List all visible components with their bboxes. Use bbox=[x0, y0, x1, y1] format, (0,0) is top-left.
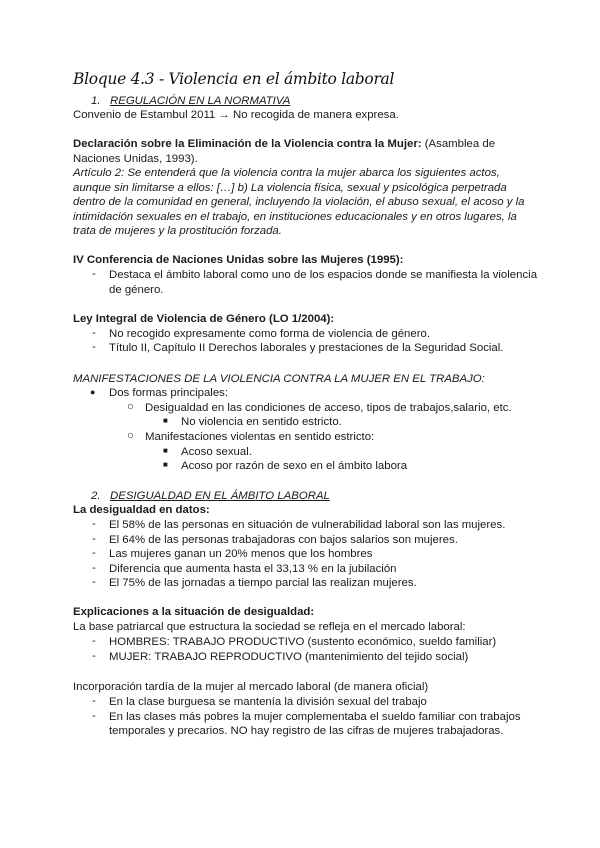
list-item: El 58% de las personas en situación de vulnerabilidad laboral son las mujeres. bbox=[109, 519, 506, 531]
list-item: En la clase burguesa se mantenía la división sexual del trabajo bbox=[109, 696, 427, 708]
list-item: No recogido expresamente como forma de violencia de género. bbox=[109, 328, 431, 340]
incorporacion-line: Incorporación tardía de la mujer al mercado laboral (de manera oficial) bbox=[73, 681, 429, 693]
articulo-line: aunque sin limitarse a ellos: […] b) La violencia física, sexual y psicológica perpetrada bbox=[73, 182, 507, 194]
list-dash: - bbox=[92, 710, 96, 722]
list-item: HOMBRES: TRABAJO PRODUCTIVO (sustento económico, sueldo familiar) bbox=[109, 636, 497, 648]
list-item: El 64% de las personas trabajadoras con bajos salarios son mujeres. bbox=[109, 534, 458, 546]
section-2-number: 2. bbox=[91, 490, 101, 502]
list-dash: - bbox=[92, 533, 96, 545]
declaracion-line bbox=[73, 137, 495, 152]
list-item: Acoso sexual. bbox=[181, 446, 252, 458]
page-title: Bloque 4.3 - Violencia en el ámbito laboral bbox=[73, 70, 395, 88]
list-item: Manifestaciones violentas en sentido estricto: bbox=[145, 431, 375, 443]
explicaciones-heading: Explicaciones a la situación de desigualdad: bbox=[73, 606, 315, 618]
list-item: Título II, Capítulo II Derechos laborales y prestaciones de la Seguridad Social. bbox=[109, 342, 504, 354]
articulo-line: trata de mujeres y la prostitución forzada. bbox=[73, 225, 282, 237]
list-item: Acoso por razón de sexo en el ámbito labora bbox=[181, 460, 408, 472]
declaracion-bold: Declaración sobre la Eliminación de la Violencia contra la Mujer: bbox=[73, 138, 422, 150]
list-dash: - bbox=[92, 547, 96, 559]
declaracion-line-2: Naciones Unidas, 1993). bbox=[73, 153, 198, 165]
datos-heading: La desigualdad en datos: bbox=[73, 504, 210, 516]
list-dash: - bbox=[92, 695, 96, 707]
list-item: El 75% de las jornadas a tiempo parcial las realizan mujeres. bbox=[109, 577, 417, 589]
articulo-line: Artículo 2: Se entenderá que la violencia contra la mujer abarca los siguientes actos, bbox=[73, 167, 500, 179]
bullet-icon: ● bbox=[90, 387, 96, 397]
circle-bullet-icon: ○ bbox=[127, 401, 134, 413]
section-1-number: 1. bbox=[91, 95, 101, 107]
list-item: MUJER: TRABAJO REPRODUCTIVO (mantenimiento del tejido social) bbox=[109, 651, 469, 663]
list-item: Las mujeres ganan un 20% menos que los hombres bbox=[109, 548, 373, 560]
conferencia-item: Destaca el ámbito laboral como uno de los espacios donde se manifiesta la violencia bbox=[109, 269, 538, 281]
list-dash: - bbox=[92, 518, 96, 530]
conferencia-item-cont: de género. bbox=[109, 284, 164, 296]
section-2-heading: DESIGUALDAD EN EL ÁMBITO LABORAL bbox=[110, 490, 330, 502]
square-bullet-icon: ■ bbox=[163, 416, 168, 425]
manifestaciones-heading: MANIFESTACIONES DE LA VIOLENCIA CONTRA LA MUJER EN EL TRABAJO: bbox=[73, 373, 485, 385]
list-dash: - bbox=[92, 576, 96, 588]
list-dash: - bbox=[92, 268, 96, 280]
articulo-line: dentro de la comunidad en general, incluyendo la violación, el abuso sexual, el acoso y la bbox=[73, 196, 525, 208]
square-bullet-icon: ■ bbox=[163, 446, 168, 455]
articulo-line: intimidación sexuales en el trabajo, en instituciones educacionales y en otros lugares, la bbox=[73, 211, 517, 223]
list-dash: - bbox=[92, 562, 96, 574]
list-dash: - bbox=[92, 635, 96, 647]
list-item: En las clases más pobres la mujer complementaba el sueldo familiar con trabajos bbox=[109, 711, 521, 723]
ley-heading: Ley Integral de Violencia de Género (LO 1/2004): bbox=[73, 313, 335, 325]
base-patriarcal: La base patriarcal que estructura la sociedad se refleja en el mercado laboral: bbox=[73, 621, 466, 633]
list-item: Desigualdad en las condiciones de acceso, tipos de trabajos,salario, etc. bbox=[145, 402, 512, 414]
square-bullet-icon: ■ bbox=[163, 460, 168, 469]
list-dash: - bbox=[92, 341, 96, 353]
convenio-line: Convenio de Estambul 2011 → No recogida de manera expresa. bbox=[73, 109, 399, 121]
list-dash: - bbox=[92, 650, 96, 662]
list-item-cont: temporales y precarios. NO hay registro de las cifras de mujeres trabajadoras. bbox=[109, 725, 504, 737]
section-1-heading: REGULACIÓN EN LA NORMATIVA bbox=[110, 95, 291, 107]
list-dash: - bbox=[92, 327, 96, 339]
list-item: No violencia en sentido estricto. bbox=[181, 416, 342, 428]
conferencia-heading: IV Conferencia de Naciones Unidas sobre las Mujeres (1995): bbox=[73, 254, 404, 266]
declaracion-rest: (Asamblea de bbox=[421, 138, 496, 150]
list-item: Diferencia que aumenta hasta el 33,13 % en la jubilación bbox=[109, 563, 397, 575]
list-item: Dos formas principales: bbox=[109, 387, 229, 399]
circle-bullet-icon: ○ bbox=[127, 430, 134, 442]
